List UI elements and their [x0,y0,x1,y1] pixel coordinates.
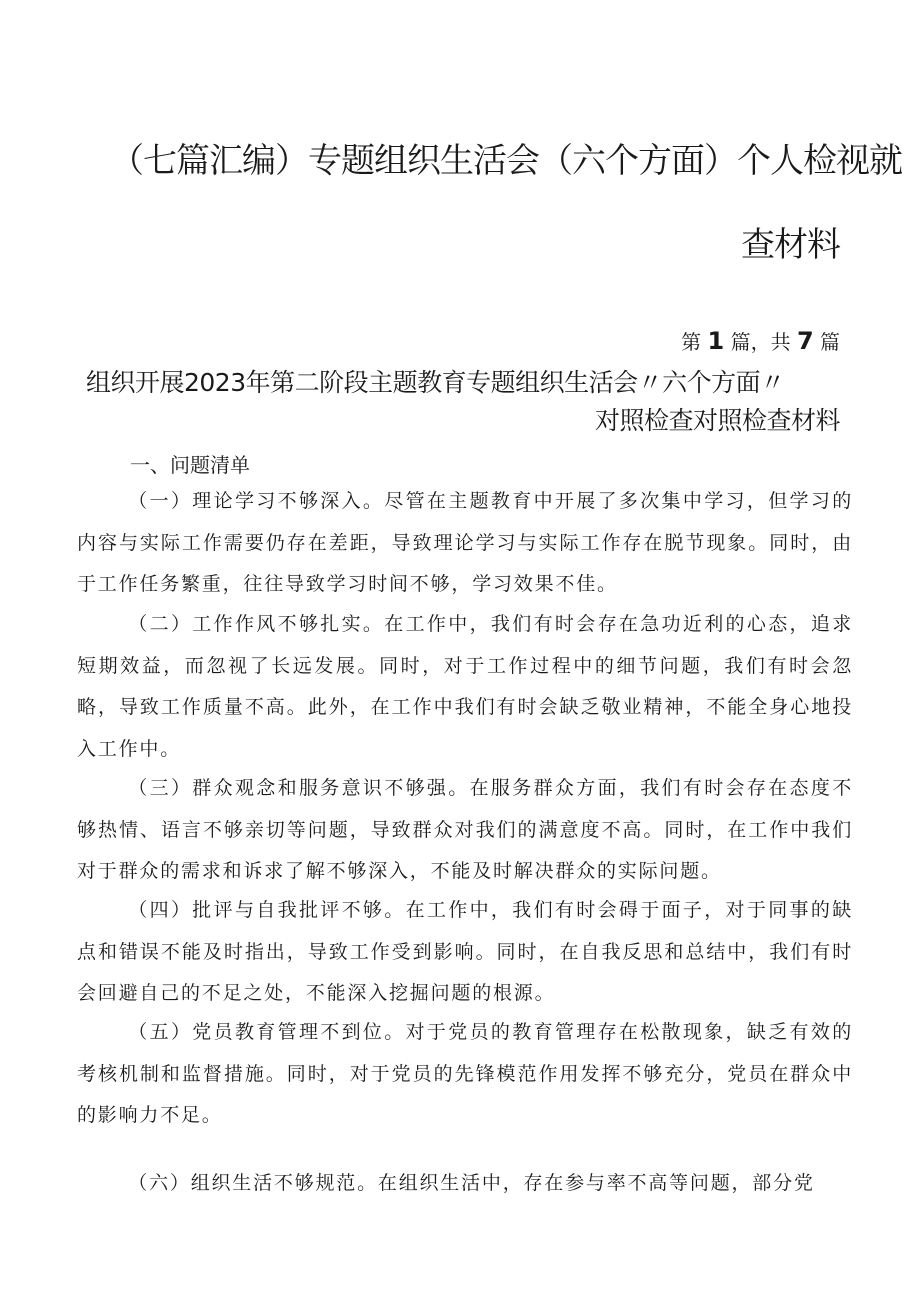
document-title-line-1: （七篇汇编）专题组织生活会（六个方面）个人检视就 [110,141,902,181]
section-heading: 一、问题清单 [130,453,250,477]
part-counter-prefix: 第 [681,330,702,354]
article-title-line-1: 组织开展2023年第二阶段主题教育专题组织生活会〃六个方面〃 [86,368,785,397]
body-paragraph-5: （五）党员教育管理不到位。对于党员的教育管理存在松散现象，缺乏有效的考核机制和监督措施。同时，对于党员的先锋模范作用发挥不够充分，党员在群众中的影响力不足。 [77,1021,853,1126]
part-counter-current: 1 [707,327,725,355]
part-counter [681,326,840,357]
body-paragraph-3: （三）群众观念和服务意识不够强。在服务群众方面，我们有时会存在态度不够热情、语言不够亲切等问题，导致群众对我们的满意度不高。同时，在工作中我们对于群众的需求和诉求了解不够深入，不能及时解决群众的实际问题。 [77,777,853,882]
body-paragraph-6: （六）组织生活不够规范。在组织生活中，存在参与率不高等问题，部分党 [128,1172,815,1194]
body-paragraph-1: （一）理论学习不够深入。尽管在主题教育中开展了多次集中学习，但学习的内容与实际工作需要仍存在差距，导致理论学习与实际工作存在脱节现象。同时，由于工作任务繁重，往往导致学习时间不够，学习效果不佳。 [77,490,853,595]
document-title-line-2: 查材料 [741,225,840,265]
part-counter-middle: 篇，共 [730,330,791,354]
part-counter-suffix: 篇 [820,330,840,354]
part-counter-total: 7 [796,327,814,355]
body-paragraph-2: （二）工作作风不够扎实。在工作中，我们有时会存在急功近利的心态，追求短期效益，而忽视了长远发展。同时，对于工作过程中的细节问题，我们有时会忽略，导致工作质量不高。此外，在工作中我们有时会缺乏敬业精神，不能全身心地投入工作中。 [77,613,853,760]
article-title-line-2: 对照检查对照检查材料 [594,406,840,435]
body-paragraph-4: （四）批评与自我批评不够。在工作中，我们有时会碍于面子，对于同事的缺点和错误不能及时指出，导致工作受到影响。同时，在自我反思和总结中，我们有时会回避自己的不足之处，不能深入挖掘问题的根源。 [77,899,853,1004]
